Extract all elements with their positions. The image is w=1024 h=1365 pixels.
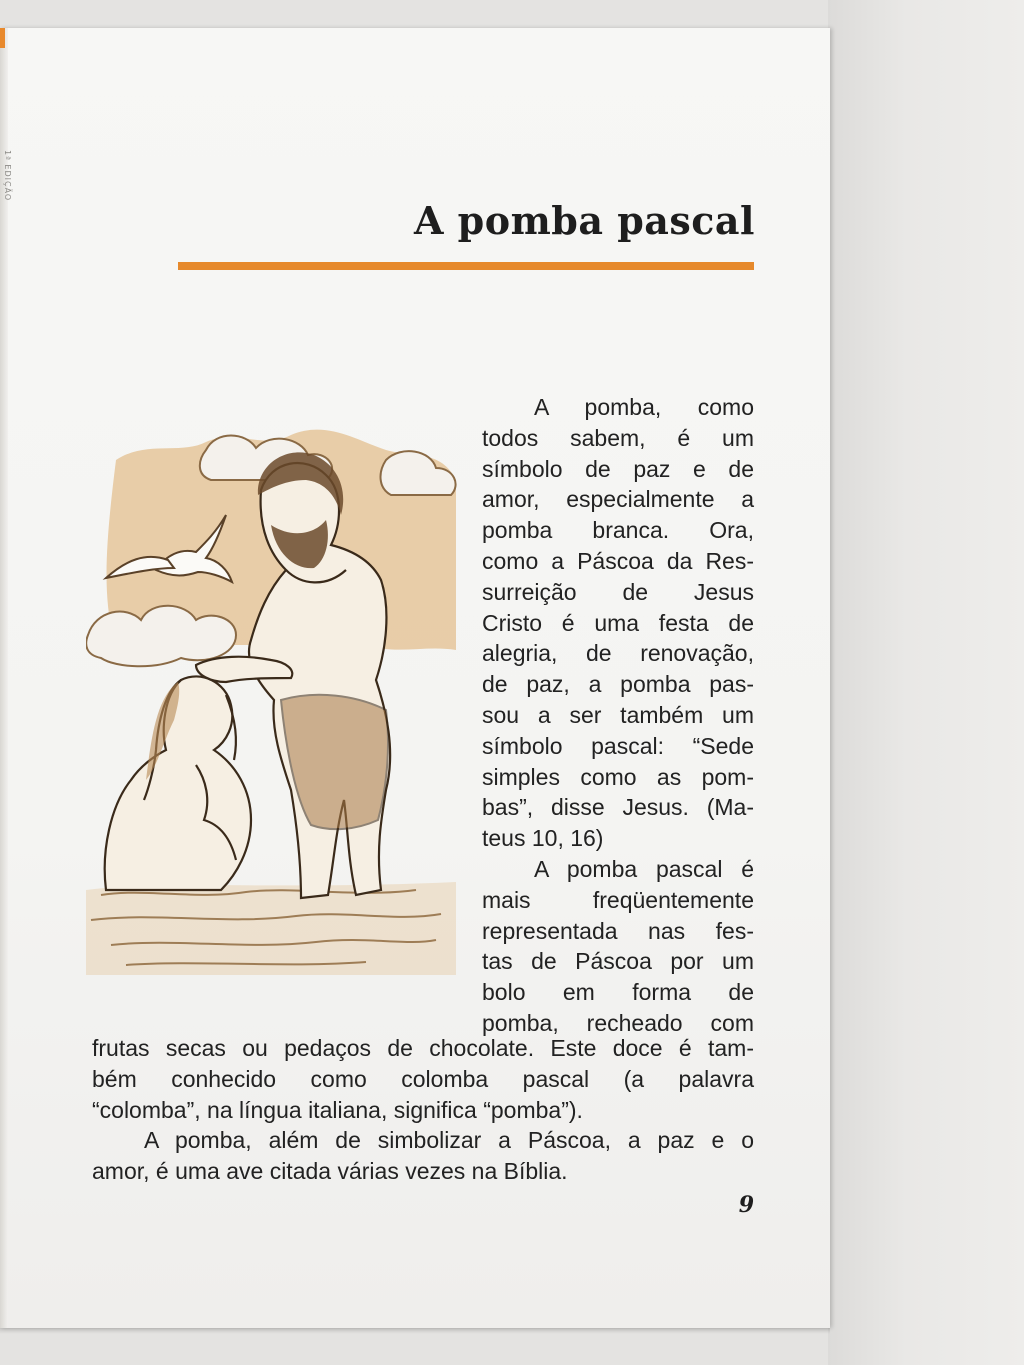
text-line: bolo em forma de [482,979,754,1006]
title-underline-rule [178,262,754,270]
baptism-illustration [86,420,461,975]
text-line: amor, especialmente a [482,486,754,513]
text-line: bém conhecido como colomba pascal (a palavra [92,1065,754,1092]
cover-edge-accent [0,28,5,48]
text-line: mais freqüentemente [482,886,754,913]
text-line: alegria, de renovação, [482,640,754,667]
text-line: representada nas fes- [482,917,754,944]
text-line: “colomba”, na língua italiana, significa “pomba”). [92,1096,583,1123]
text-line: sou a ser também um [482,701,754,728]
text-line: como a Páscoa da Res- [482,547,754,574]
water-wash [86,882,456,975]
text-line: símbolo de paz e de [482,455,754,482]
page-bottom-shadow [0,1328,830,1334]
kneeling-figure [105,676,251,890]
text-line: A pomba pascal é [534,855,754,882]
text-line: símbolo pascal: “Sede [482,732,754,759]
text-line: pomba branca. Ora, [482,517,754,544]
paragraph-column [482,392,754,1039]
text-line: amor, é uma ave citada várias vezes na Bíblia. [92,1158,568,1185]
text-line: de paz, a pomba pas- [482,671,754,698]
cloud-left [86,606,236,667]
text-line: tas de Páscoa por um [482,948,754,975]
cloud-right [381,451,456,495]
text-line: surreição de Jesus [482,578,754,605]
text-line: simples como as pom- [482,763,754,790]
text-line: A pomba, como [534,394,754,420]
text-line: pomba, recheado com [482,1009,754,1036]
table-background [828,0,1024,1365]
text-line: bas”, disse Jesus. (Ma- [482,794,754,821]
page-number: 9 [738,1192,754,1218]
text-line: frutas secas ou pedaços de chocolate. Este doce é tam- [92,1035,754,1061]
spine-edition-label: 1ª EDIÇÃO [3,150,12,202]
text-line: todos sabem, é um [482,424,754,451]
page-title: A pomba pascal [413,198,755,243]
text-line: teus 10, 16) [482,825,604,852]
text-line: A pomba, além de simbolizar a Páscoa, a paz e o [144,1127,754,1154]
text-line: Cristo é uma festa de [482,609,754,636]
paragraph-full-width [92,1033,754,1187]
